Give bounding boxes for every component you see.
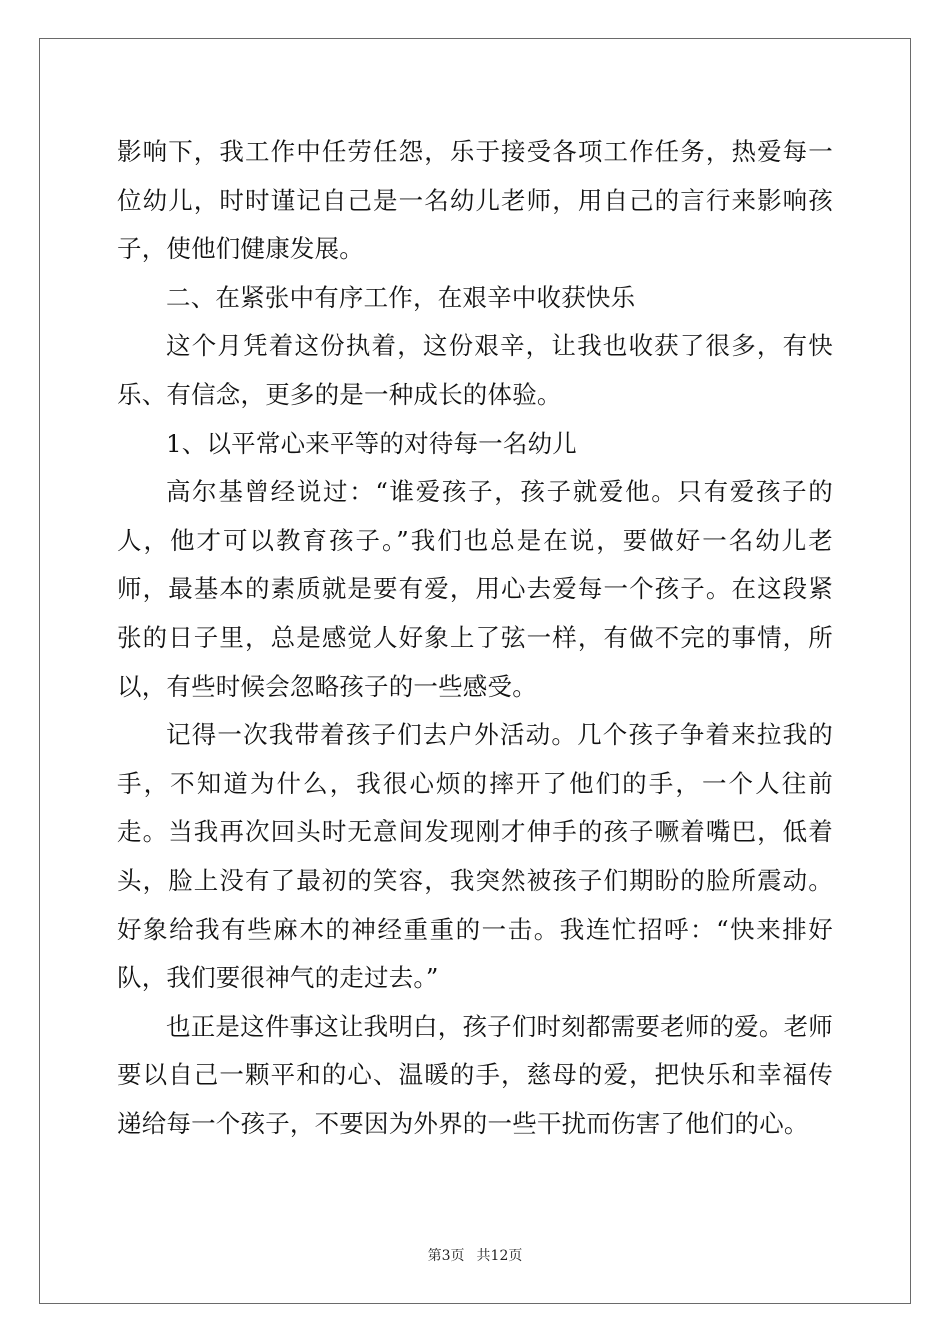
- page-number-total: 共12页: [476, 1248, 523, 1264]
- document-body: [117, 128, 833, 1148]
- paragraph-1: 影响下，我工作中任劳任怨，乐于接受各项工作任务，热爱每一位幼儿，时时谨记自己是一名幼儿老师，用自己的言行来影响孩子，使他们健康发展。: [117, 137, 833, 264]
- page-footer: [0, 1246, 950, 1266]
- paragraph-6: 记得一次我带着孩子们去户外活动。几个孩子争着来拉我的手，不知道为什么，我很心烦的摔开了他们的手，一个人往前走。当我再次回头时无意间发现刚才伸手的孩子噘着嘴巴，低着头，脸上没有了最初的笑容，我突然被孩子们期盼的脸所震动。好象给我有些麻木的神经重重的一击。我连忙招呼：“快来排好队，我们要很神气的走过去。”: [117, 720, 833, 993]
- subsection-heading-4: 1、以平常心来平等的对待每一名幼儿: [166, 428, 577, 458]
- paragraph-7: 也正是这件事这让我明白，孩子们时刻都需要老师的爱。老师要以自己一颗平和的心、温暖的手，慈母的爱，把快乐和幸福传递给每一个孩子，不要因为外界的一些干扰而伤害了他们的心。: [117, 1011, 833, 1138]
- paragraph-5: 高尔基曾经说过：“谁爱孩子，孩子就爱他。只有爱孩子的人，他才可以教育孩子。”我们也总是在说，要做好一名幼儿老师，最基本的素质就是要有爱，用心去爱每一个孩子。在这段紧张的日子里，总是感觉人好象上了弦一样，有做不完的事情，所以，有些时候会忽略孩子的一些感受。: [117, 477, 833, 701]
- page-number-current: 第3页: [427, 1248, 465, 1264]
- section-heading-2: 二、在紧张中有序工作，在艰辛中收获快乐: [166, 282, 636, 312]
- paragraph-3: 这个月凭着这份执着，这份艰辛，让我也收获了很多，有快乐、有信念，更多的是一种成长的体验。: [117, 331, 833, 409]
